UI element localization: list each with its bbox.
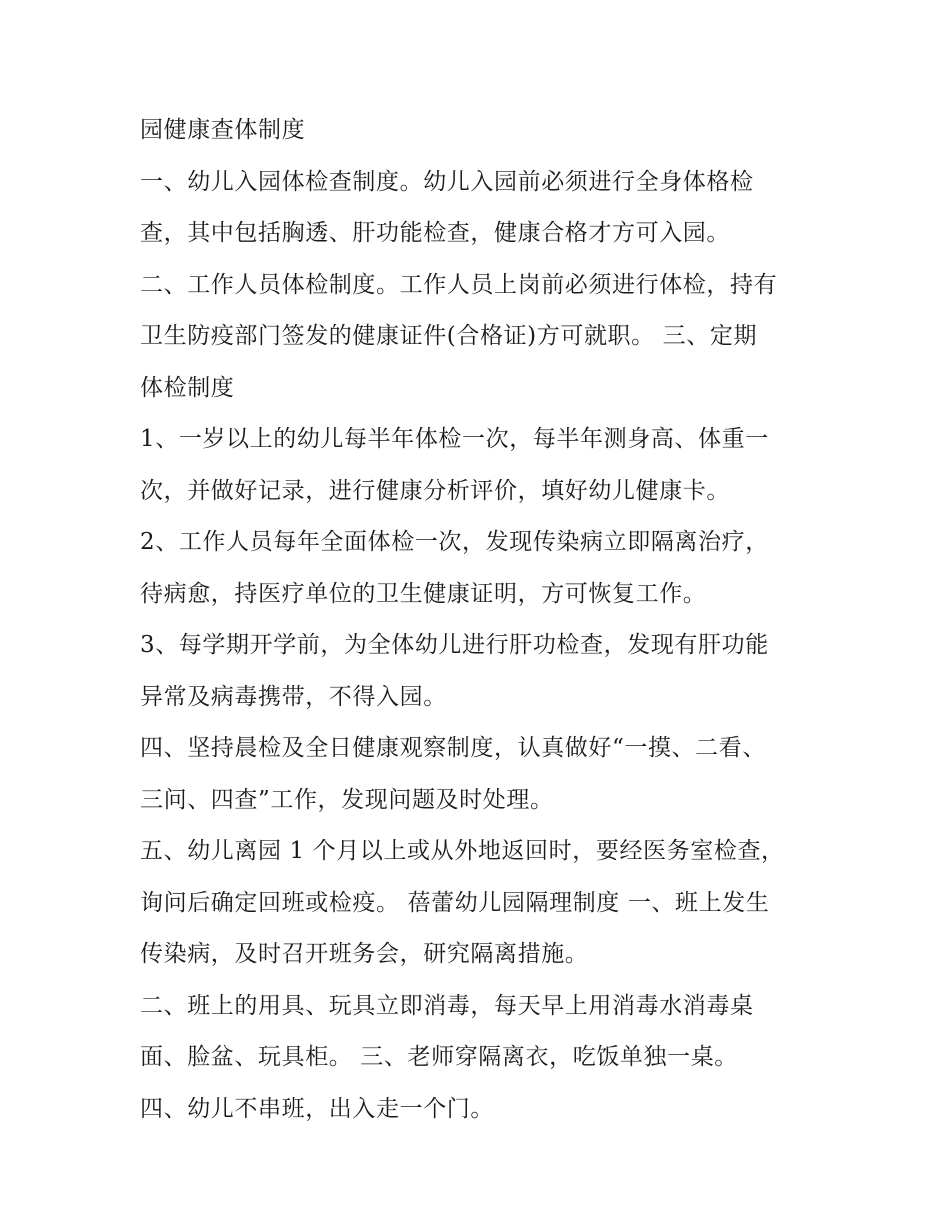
document-title-line: 园健康查体制度 [140, 117, 306, 143]
text-line: 1、一岁以上的幼儿每半年体检一次，每半年测身高、体重一 [140, 426, 769, 452]
text-line: 异常及病毒携带，不得入园。 [140, 683, 447, 710]
text-line: 查，其中包括胸透、肝功能检查，健康合格才方可入园。 [140, 220, 730, 246]
text-line: 询问后确定回班或检疫。 蓓蕾幼儿园隔理制度 一、班上发生 [140, 889, 770, 916]
document-body [140, 108, 830, 1138]
text-line: 体检制度 [140, 374, 235, 401]
text-line: 次，并做好记录，进行健康分析评价，填好幼儿健康卡。 [140, 477, 730, 504]
text-line: 2、工作人员每年全面体检一次，发现传染病立即隔离治疗， [140, 529, 769, 555]
text-line: 四、坚持晨检及全日健康观察制度，认真做好“一摸、二看、 [140, 735, 766, 761]
text-line: 传染病，及时召开班务会，研究隔离措施。 [140, 941, 589, 967]
text-line: 一、幼儿入园体检查制度。幼儿入园前必须进行全身体格检 [140, 168, 754, 195]
text-line: 二、班上的用具、玩具立即消毒，每天早上用消毒水消毒桌 [140, 992, 754, 1019]
text-line: 三问、四查”工作，发现问题及时处理。 [140, 786, 554, 813]
text-line: 四、幼儿不串班，出入走一个门。 [140, 1095, 494, 1122]
text-line: 五、幼儿离园 1 个月以上或从外地返回时，要经医务室检查， [140, 838, 785, 864]
text-line: 待病愈，持医疗单位的卫生健康证明，方可恢复工作。 [140, 580, 707, 607]
text-line: 面、脸盆、玩具柜。 三、老师穿隔离衣，吃饭单独一桌。 [140, 1044, 738, 1070]
text-line: 二、工作人员体检制度。工作人员上岗前必须进行体检，持有 [140, 271, 778, 298]
text-line: 3、每学期开学前，为全体幼儿进行肝功检查，发现有肝功能 [140, 632, 769, 658]
text-line: 卫生防疫部门签发的健康证件(合格证)方可就职。 三、定期 [140, 323, 758, 349]
